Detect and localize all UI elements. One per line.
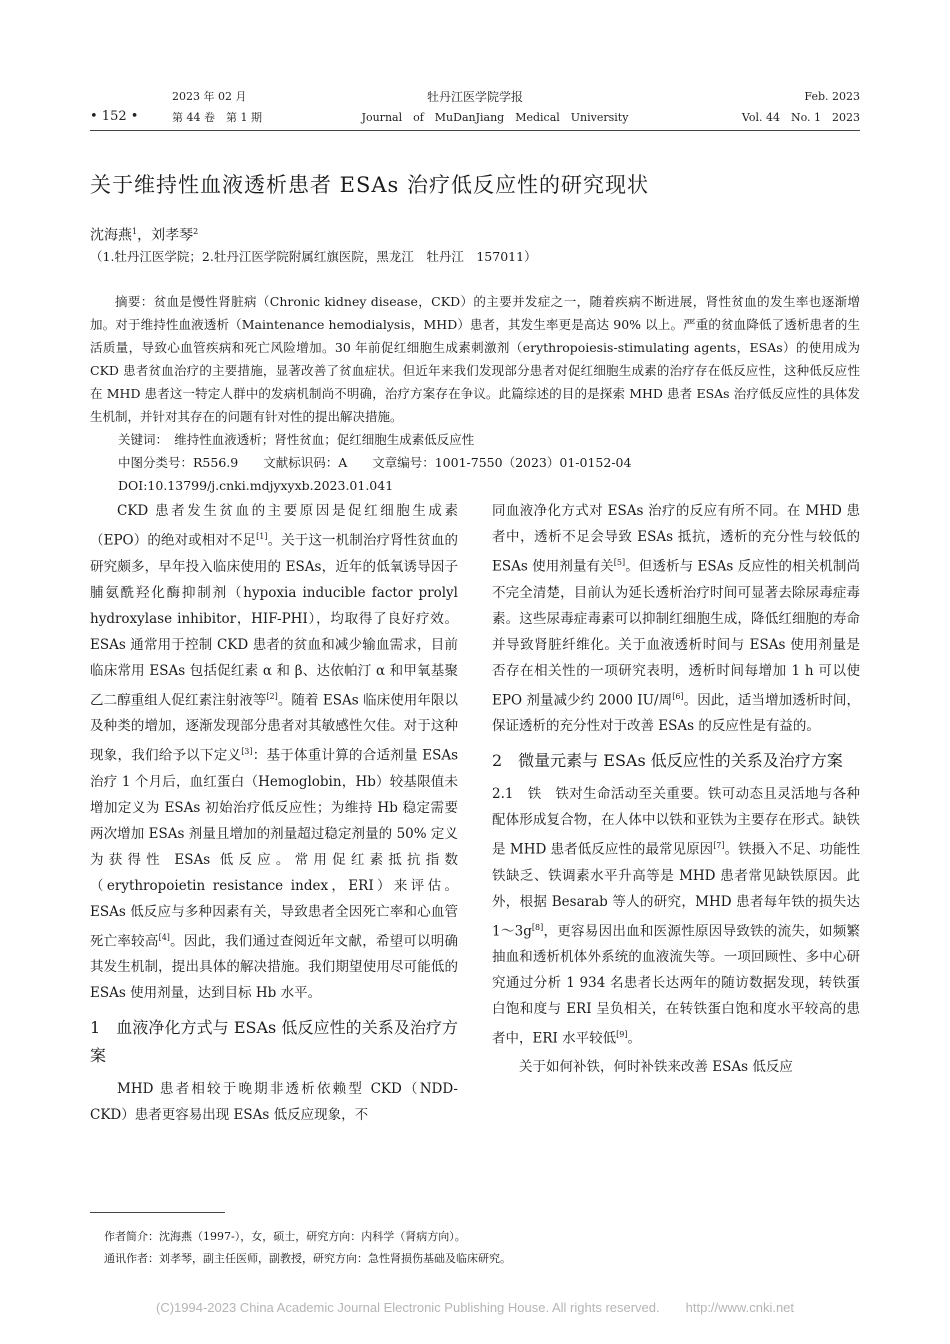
copyright-notice: (C)1994-2023 China Academic Journal Electronic Publishing House. All rights reserved. http://www.cnki.net <box>155 1300 795 1315</box>
page-number: • 152 • <box>90 109 139 124</box>
section-heading-1: 1 血液净化方式与 ESAs 低反应性的关系及治疗方案 <box>90 1018 458 1065</box>
paragraph: MHD 患者相较于晚期非透析依赖型 CKD（NDD-CKD）患者更容易出现 ESAs 低反应现象，不 <box>90 1081 458 1123</box>
text-run: 。 <box>627 1030 641 1047</box>
text-run: 。因此，适当增加透析时间，保证透析的充分性对于改善 ESAs 的反应性是有益的。 <box>492 692 860 734</box>
citation[interactable]: [6] <box>672 691 684 701</box>
paragraph: 关于如何补铁，何时补铁来改善 ESAs 低反应 <box>519 1058 793 1075</box>
doi: DOI:10.13799/j.cnki.mdjyxyxb.2023.01.041 <box>118 478 394 493</box>
text-run: ，更容易因出血和医源性原因导致铁的流失，如频繁抽血和透析机体外系统的血液流失等。一项回顾性、多中心研究通过分析 1 934 名患者长达两年的随访数据发现，转铁蛋白饱和度与 ERI 呈负相关，在转铁蛋白饱和度水平较高的患者中，ERI 水平较低 <box>492 923 860 1047</box>
text-run: 2.1 铁 铁对生命活动至关重要。铁可动态且灵活地与各种配体形成复合物，在人体中以铁和亚铁为主要存在形式。缺铁是 MHD 患者低反应性的最常见原因 <box>492 786 860 858</box>
section-heading-2: 2 微量元素与 ESAs 低反应性的关系及治疗方案 <box>492 751 843 770</box>
body-column-left <box>90 498 458 1130</box>
citation[interactable]: [9] <box>616 1030 628 1039</box>
author-2-affil: 2 <box>193 227 199 236</box>
citation[interactable]: [7] <box>713 841 725 850</box>
citation[interactable]: [5] <box>613 558 626 567</box>
paragraph <box>492 498 860 739</box>
header-date-cn: 2023 年 02 月 <box>172 90 247 103</box>
author-1-affil: 1 <box>132 227 138 236</box>
classification: 中图分类号：R556.9 文献标识码：A 文章编号：1001-7550（2023）01-0152-04 <box>118 455 632 470</box>
abstract <box>90 290 860 428</box>
footnote-corresponding: 通讯作者：刘孝琴，副主任医师，副教授，研究方向：急性肾损伤基础及临床研究。 <box>104 1252 511 1265</box>
header-volume-cn: 第 44 卷 第 1 期 <box>172 111 262 124</box>
header-journal-cn: 牡丹江医学院学报 <box>426 90 523 104</box>
citation[interactable]: [3] <box>241 747 253 756</box>
citation[interactable]: [8] <box>531 922 544 932</box>
text-run: 同血液净化方式对 ESAs 治疗的反应有所不同。在 MHD 患者中，透析不足会导致 ESAs 抵抗，透析的充分性与较低的 ESAs 使用剂量有关 <box>492 503 860 575</box>
paragraph <box>492 781 860 1052</box>
text-run: 。关于这一机制治疗肾性贫血的研究颇多，早年投入临床使用的 ESAs，近年的低氧诱导因子脯氨酰羟化酶抑制剂（hypoxia inducible factor prolyl hydroxylase inhibitor，HIF-PHI），均取得了良好疗效。ESAs 通常用于控制 CKD 患者的贫血和减少输血需求，目前临床常用 ESAs 包括促红素 α 和 β、达依帕汀 α 和甲氧基聚乙二醇重组人促红素注射液等 <box>90 532 458 708</box>
footnote-rule <box>90 1212 225 1213</box>
citation[interactable]: [1] <box>256 532 268 541</box>
keywords-text: 维持性血液透析；肾性贫血；促红细胞生成素低反应性 <box>174 432 475 447</box>
citation[interactable]: [2] <box>266 691 278 701</box>
keywords <box>90 430 860 450</box>
text-run: 。铁摄入不足、功能性铁缺乏、铁调素水平升高等是 MHD 患者常见缺铁原因。此外，根据 Besarab 等人的研究，MHD 患者每年铁的损失达 1～3g <box>492 841 860 939</box>
author-1: 沈海燕 <box>90 227 132 244</box>
abstract-text: 贫血是慢性肾脏病（Chronic kidney disease，CKD）的主要并发症之一，随着疾病不断进展，肾性贫血的发生率也逐渐增加。对于维持性血液透析（Maintenance hemodialysis，MHD）患者，其发生率更是高达 90% 以上。严重的贫血降低了透析患者的生活质量，导致心血管疾病和死亡风险增加。30 年前促红细胞生成素刺激剂（erythropoiesis-stimulating agents，ESAs）的使用成为 CKD 患者贫血治疗的主要措施，显著改善了贫血症状。但近年来我们发现部分患者对促红细胞生成素的治疗存在低反应性，这种低反应性在 MHD 患者这一特定人群中的发病机制尚不明确，治疗方案存在争议。此篇综述的目的是探索 MHD 患者 ESAs 治疗低反应性的具体发生机制，并针对其存在的问题有针对性的提出解决措施。 <box>90 294 860 424</box>
body-column-right <box>492 498 860 1082</box>
header-rule <box>90 130 860 131</box>
citation[interactable]: [4] <box>158 932 170 942</box>
header-journal-en: Journal of MuDanJiang Medical University <box>361 111 629 124</box>
footnote-author-intro: 作者简介：沈海燕（1997-），女，硕士，研究方向：内科学（肾病方向）。 <box>104 1230 466 1243</box>
abstract-label: 摘要： <box>115 294 154 309</box>
text-run: 。因此，我们通过查阅近年文献，希望可以明确其发生机制，提出具体的解决措施。我们期望使用尽可能低的 ESAs 使用剂量，达到目标 Hb 水平。 <box>90 933 459 1001</box>
article-title: 关于维持性血液透析患者 ESAs 治疗低反应性的研究现状 <box>90 173 650 197</box>
keywords-label: 关键词： <box>118 432 162 447</box>
text-run: ：基于体重计算的合适剂量 ESAs 治疗 1 个月后，血红蛋白（Hemoglobin，Hb）较基限值未增加定义为 ESAs 初始治疗低反应性；为维持 Hb 稳定需要两次增加 ESAs 剂量且增加的剂量超过稳定剂量的 50% 定义为获得性 ESAs 低反应。常用促红素抵抗指数（erythropoietin resistance index，ERI）来评估。ESAs 低反应与多种因素有关，导致患者全因死亡率和心血管死亡率较高 <box>90 747 459 949</box>
paragraph <box>90 498 458 1006</box>
header-date-en: Feb. 2023 <box>804 90 860 103</box>
text-run: CKD 患者发生贫血的主要原因是促红细胞生成素（EPO）的绝对或相对不足 <box>90 503 458 549</box>
authors <box>90 222 198 246</box>
affiliation: （1.牡丹江医学院；2.牡丹江医学院附属红旗医院，黑龙江 牡丹江 157011） <box>90 249 537 264</box>
text-run: 。但透析与 ESAs 反应性的相关机制尚不完全清楚，目前认为延长透析治疗时间可显著去除尿毒症毒素。这些尿毒症毒素可以抑制红细胞生成，降低红细胞的寿命并导致肾脏纤维化。关于血液透析时间与 ESAs 使用剂量是否存在相关性的一项研究表明，透析时间每增加 1 h 可以使 EPO 剂量减少约 2000 IU/周 <box>492 558 860 708</box>
author-2: ，刘孝琴 <box>137 227 194 244</box>
text-run: 。随着 ESAs 临床使用年限以及种类的增加，逐渐发现部分患者对其敏感性欠佳。对于这种现象，我们给予以下定义 <box>90 692 458 764</box>
header-volume-en: Vol. 44 No. 1 2023 <box>741 111 860 124</box>
